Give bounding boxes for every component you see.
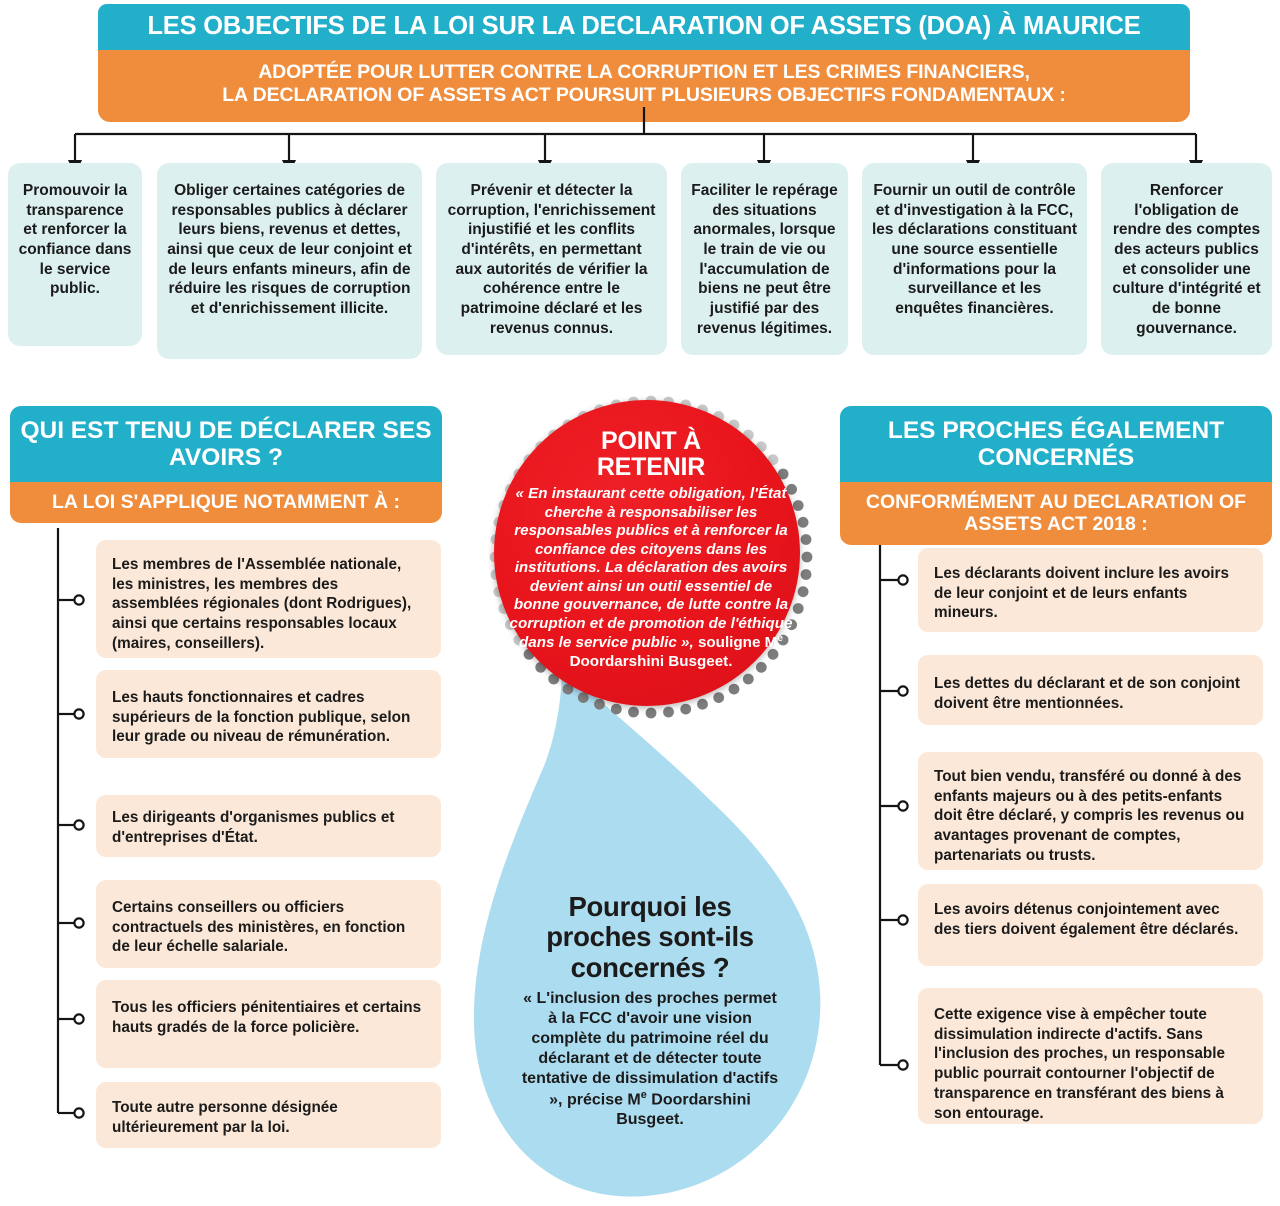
left-item-card-2: Les hauts fonctionnaires et cadres supérieurs de la fonction publique, selon leur grade ou niveau de rémunération. (96, 670, 441, 758)
teardrop-body-rest: Doordarshini Busgeet. (616, 1091, 751, 1129)
right-item-card-2: Les dettes du déclarant et de son conjoint doivent être mentionnées. (918, 655, 1263, 725)
objective-card-2: Obliger certaines catégories de responsables publics à déclarer leurs biens, revenus et dettes, ainsi que ceux de leur conjoint et de leurs enfants mineurs, afin de réduire les risques de corruption et d'enrichissement illicite. (157, 163, 422, 359)
page-subtitle (98, 50, 1190, 123)
teardrop-body (518, 989, 782, 1130)
stamp-content (508, 428, 794, 690)
right-item-card-3: Tout bien vendu, transféré ou donné à des enfants majeurs ou à des petits-enfants doit être déclaré, y compris les revenus ou avantages provenant de comptes, partenariats ou trusts. (918, 752, 1263, 870)
right-item-card-5: Cette exigence vise à empêcher toute dissimulation indirecte d'actifs. Sans l'inclusion des proches, un responsable public pourrait contourner l'objectif de transparence en transférant des biens à son entourage. (918, 988, 1263, 1124)
left-panel-title: QUI EST TENU DE DÉCLARER SES AVOIRS ? (10, 406, 442, 482)
right-panel-subtitle: CONFORMÉMENT AU DECLARATION OF ASSETS ACT 2018 : (840, 482, 1272, 545)
teardrop-body-superscript: e (640, 1088, 647, 1101)
page-subtitle-line1: ADOPTÉE POUR LUTTER CONTRE LA CORRUPTION ET LES CRIMES FINANCIERS, (258, 60, 1030, 83)
objective-card-5: Fournir un outil de contrôle et d'investigation à la FCC, les déclarations constituant une source essentielle d'informations pour la surveillance et les enquêtes financières. (862, 163, 1087, 355)
stamp-title-line2: RETENIR (596, 453, 706, 481)
right-panel-header (840, 406, 1272, 545)
left-item-card-1: Les membres de l'Assemblée nationale, les ministres, les membres des assemblées régionales (dont Rodrigues), ainsi que certains responsables locaux (maires, conseillers). (96, 540, 441, 658)
teardrop-title: Pourquoi les proches sont-ils concernés ? (546, 891, 754, 983)
right-item-card-4: Les avoirs détenus conjointement avec des tiers doivent également être déclarés. (918, 884, 1263, 966)
stamp-quote (508, 485, 794, 672)
left-panel-header (10, 406, 442, 523)
header-block (98, 4, 1190, 122)
stamp-quote-text: « En instaurant cette obligation, l'État cherche à responsabiliser les responsables publics et à renforcer la confiance des citoyens dans les institutions. La déclaration des avoirs devient ainsi un outil essentiel de bonne gouvernance, de lutte contre la corruption et de promotion de l'éthique dans le service public », (509, 485, 793, 652)
teardrop-content (518, 892, 782, 1130)
left-item-card-4: Certains conseillers ou officiers contractuels des ministères, en fonction de leur échelle salariale. (96, 880, 441, 968)
objective-card-3: Prévenir et détecter la corruption, l'enrichissement injustifié et les conflits d'intérêts, en permettant aux autorités de vérifier la cohérence entre le patrimoine déclaré et les revenus connus. (436, 163, 667, 355)
objective-card-1: Promouvoir la transparence et renforcer la confiance dans le service public. (8, 163, 142, 346)
stamp-title-line1: POINT À (601, 427, 701, 455)
objectives-row (0, 163, 1280, 359)
left-item-card-5: Tous les officiers pénitentiaires et certains hauts gradés de la force policière. (96, 980, 441, 1068)
objective-card-4: Faciliter le repérage des situations anormales, lorsque le train de vie ou l'accumulation de biens ne peut être justifié par des revenus légitimes. (681, 163, 848, 355)
stamp-title (508, 428, 794, 480)
left-item-card-6: Toute autre personne désignée ultérieurement par la loi. (96, 1082, 441, 1148)
objective-card-6: Renforcer l'obligation de rendre des comptes des acteurs publics et consolider une culture d'intégrité et de bonne gouvernance. (1101, 163, 1272, 355)
right-panel-title: LES PROCHES ÉGALEMENT CONCERNÉS (840, 406, 1272, 482)
page-title: LES OBJECTIFS DE LA LOI SUR LA DECLARATION OF ASSETS (DOA) À MAURICE (98, 4, 1190, 50)
stamp-attribution-rest: Doordarshini Busgeet. (569, 652, 733, 670)
key-point-stamp (486, 392, 816, 722)
left-panel-subtitle: LA LOI S'APPLIQUE NOTAMMENT À : (10, 482, 442, 523)
stamp-attribution-prefix: souligne M (697, 634, 778, 652)
right-item-card-1: Les déclarants doivent inclure les avoirs de leur conjoint et de leurs enfants mineurs. (918, 548, 1263, 632)
page-subtitle-line2: LA DECLARATION OF ASSETS ACT POURSUIT PLUSIEURS OBJECTIFS FONDAMENTAUX : (222, 84, 1066, 107)
left-item-card-3: Les dirigeants d'organismes publics et d'entreprises d'État. (96, 795, 441, 857)
teardrop-body-prefix: « L'inclusion des proches permet à la FCC d'avoir une vision complète du patrimoine réel du déclarant et de détecter toute tentative de dissimulation d'actifs », précise M (521, 989, 779, 1109)
stamp-attribution-superscript: e (777, 633, 784, 645)
